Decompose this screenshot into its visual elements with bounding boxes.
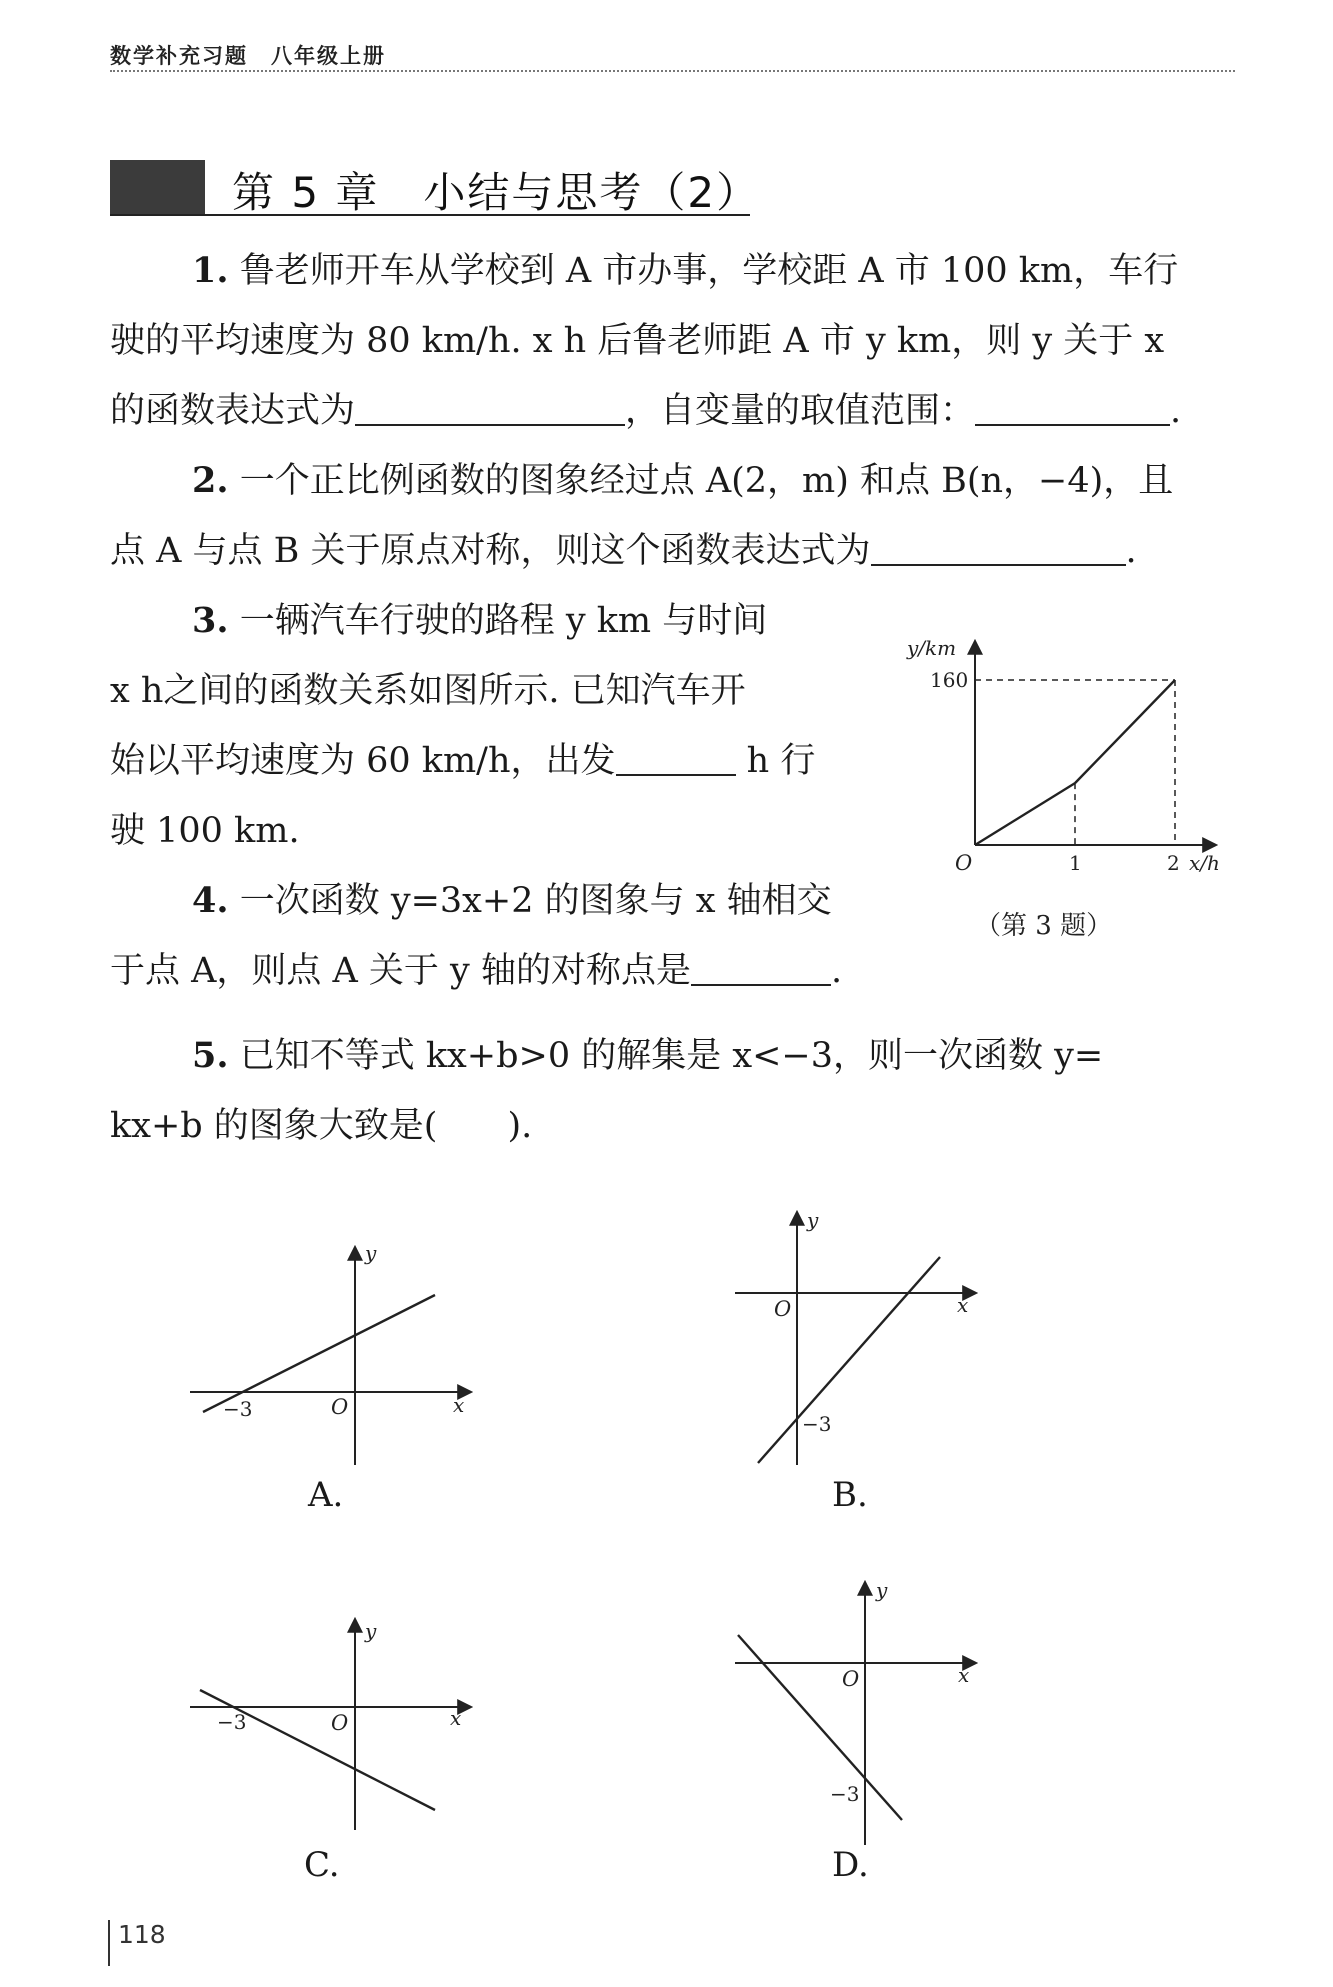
option-d-label[interactable]: D. (832, 1845, 869, 1885)
q2-line1 (192, 460, 1173, 502)
q3-line4: 驶 100 km. (110, 811, 300, 851)
option-c-x-label: x (450, 1706, 462, 1730)
option-a-y-label: y (365, 1241, 377, 1265)
option-b-function-line (758, 1257, 940, 1463)
q5-text1: 已知不等式 kx+b>0 的解集是 x<−3，则一次函数 y= (239, 1036, 1104, 1076)
q1-number: 1. (192, 250, 229, 291)
option-a-x-label: x (453, 1393, 465, 1417)
option-b-label[interactable]: B. (832, 1475, 868, 1515)
q3-tick-160: 160 (930, 668, 969, 692)
q1-line2: 驶的平均速度为 80 km/h. x h 后鲁老师距 A 市 y km，则 y 关于 x (110, 321, 1165, 361)
q1-blank-range[interactable] (975, 392, 1170, 426)
page-number: 118 (118, 1920, 166, 1949)
q1-text1: 鲁老师开车从学校到 A 市办事，学校距 A 市 100 km，车行 (239, 251, 1179, 291)
header-divider (110, 70, 1235, 72)
q3-text3b: h 行 (746, 741, 816, 781)
q3-blank-hours[interactable] (616, 742, 736, 776)
q3-line3 (110, 740, 815, 782)
q4-number: 4. (192, 880, 229, 921)
q4-line1 (192, 880, 832, 922)
q4-text2a: 于点 A，则点 A 关于 y 轴的对称点是 (110, 951, 691, 991)
q1-line1 (192, 250, 1178, 292)
q1-text3b: ，自变量的取值范围： (625, 391, 976, 431)
q2-number: 2. (192, 460, 229, 501)
option-d-y-label: y (876, 1578, 888, 1602)
q5-line2: kx+b 的图象大致是( ). (110, 1106, 533, 1146)
q3-tick-2: 2 (1167, 851, 1180, 875)
q2-text2: 点 A 与点 B 关于原点对称，则这个函数表达式为 (110, 531, 871, 571)
option-c-y-label: y (365, 1619, 377, 1643)
option-a-label[interactable]: A. (308, 1475, 344, 1515)
q5-number: 5. (192, 1035, 229, 1076)
option-a-intercept-label: −3 (223, 1397, 253, 1421)
q3-x-axis-label: x/h (1189, 851, 1220, 875)
option-c-graph (185, 1612, 485, 1842)
option-d-graph (730, 1575, 1000, 1850)
q3-origin-label: O (955, 851, 973, 875)
q3-figure-caption: （第 3 题） (975, 911, 1113, 941)
q4-text1: 一次函数 y=3x+2 的图象与 x 轴相交 (239, 881, 832, 921)
option-d-x-label: x (958, 1663, 970, 1687)
option-c-label[interactable]: C. (304, 1845, 340, 1885)
q3-y-axis-label: y/km (907, 636, 957, 660)
q3-text3a: 始以平均速度为 60 km/h，出发 (110, 741, 616, 781)
q3-data-segment-1 (975, 783, 1075, 845)
option-b-y-label: y (807, 1208, 819, 1232)
option-d-origin-label: O (842, 1667, 860, 1691)
q3-tick-1: 1 (1069, 851, 1082, 875)
q3-text1: 一辆汽车行驶的路程 y km 与时间 (239, 601, 768, 641)
q1-blank-expression[interactable] (355, 392, 625, 426)
q2-blank-expression[interactable] (871, 532, 1126, 566)
q1-text3c: . (1170, 391, 1182, 431)
option-a-origin-label: O (331, 1395, 349, 1419)
q2-text2end: . (1125, 531, 1137, 571)
chapter-title: 第 5 章 小结与思考（2） (232, 168, 761, 217)
q3-number: 3. (192, 600, 229, 641)
q4-line2 (110, 950, 842, 992)
chapter-underline (110, 214, 750, 216)
option-b-x-label: x (957, 1293, 969, 1317)
option-c-intercept-label: −3 (217, 1710, 247, 1734)
q4-blank-point[interactable] (691, 952, 831, 986)
q1-text3a: 的函数表达式为 (110, 391, 356, 431)
option-d-intercept-label: −3 (830, 1782, 860, 1806)
q3-data-segment-2 (1075, 680, 1175, 783)
option-c-origin-label: O (331, 1711, 349, 1735)
q3-line2: x h之间的函数关系如图所示. 已知汽车开 (110, 671, 746, 711)
option-b-intercept-label: −3 (802, 1412, 832, 1436)
option-a-graph (185, 1240, 485, 1470)
q3-line1 (192, 600, 767, 642)
q1-line3 (110, 390, 1181, 432)
q2-text1: 一个正比例函数的图象经过点 A(2，m) 和点 B(n，−4)，且 (239, 461, 1174, 501)
page-number-bar (108, 1920, 110, 1966)
option-b-graph (730, 1205, 1000, 1475)
q4-text2b: . (830, 951, 843, 991)
q2-line2 (110, 530, 1137, 572)
q5-line1 (192, 1035, 1103, 1077)
option-b-origin-label: O (774, 1297, 792, 1321)
running-header: 数学补充习题 八年级上册 (110, 44, 386, 68)
option-a-function-line (203, 1295, 435, 1412)
chapter-marker-block (110, 160, 205, 215)
q3-distance-time-chart (895, 630, 1255, 880)
